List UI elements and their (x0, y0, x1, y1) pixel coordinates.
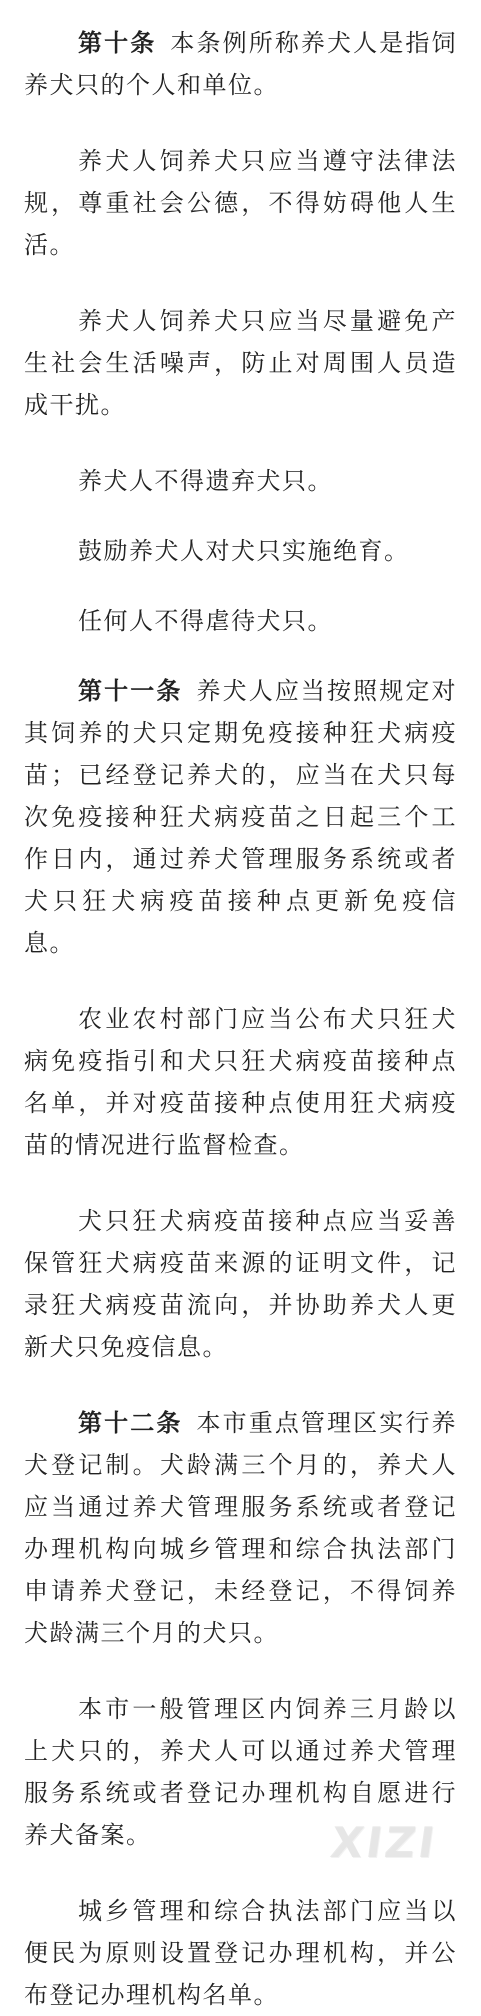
vaccine-point-paragraph (24, 1200, 457, 1368)
article-10-number: 第十条 (78, 29, 157, 57)
article-12-number: 第十二条 (78, 1409, 183, 1437)
article-11-paragraph (24, 670, 457, 964)
abuse-text: 任何人不得虐待犬只。 (78, 607, 333, 635)
article-12-paragraph (24, 1402, 457, 1654)
article-11-text: 养犬人应当按照规定对其饲养的犬只定期免疫接种狂犬病疫苗；已经登记养犬的，应当在犬只每次免疫接种狂犬病疫苗之日起三个工作日内，通过养犬管理服务系统或者犬只狂犬病疫苗接种点更新免疫信息。 (24, 677, 458, 957)
abuse-paragraph (24, 600, 457, 642)
vaccine-point-text: 犬只狂犬病疫苗接种点应当妥善保管狂犬病疫苗来源的证明文件，记录狂犬病疫苗流向，并协助养犬人更新犬只免疫信息。 (24, 1207, 457, 1361)
noise-paragraph (24, 300, 457, 426)
noise-text: 养犬人饲养犬只应当尽量避免产生社会生活噪声，防止对周围人员造成干扰。 (24, 307, 457, 419)
registration-office-paragraph (24, 1890, 457, 2016)
article-12-text: 本市重点管理区实行养犬登记制。犬龄满三个月的，养犬人应当通过养犬管理服务系统或者登记办理机构向城乡管理和综合执法部门申请养犬登记，未经登记，不得饲养犬龄满三个月的犬只。 (24, 1409, 458, 1647)
law-compliance-paragraph (24, 140, 457, 266)
sterilization-paragraph (24, 530, 457, 572)
agriculture-guidance-text: 农业农村部门应当公布犬只狂犬病免疫指引和犬只狂犬病疫苗接种点名单，并对疫苗接种点使用狂犬病疫苗的情况进行监督检查。 (24, 1005, 457, 1159)
sterilization-text: 鼓励养犬人对犬只实施绝育。 (78, 537, 410, 565)
registration-office-text: 城乡管理和综合执法部门应当以便民为原则设置登记办理机构，并公布登记办理机构名单。 (24, 1897, 457, 2009)
article-10-text: 本条例所称养犬人是指饲养犬只的个人和单位。 (24, 29, 458, 99)
article-10-paragraph (24, 22, 457, 106)
abandonment-paragraph (24, 460, 457, 502)
abandonment-text: 养犬人不得遗弃犬只。 (78, 467, 333, 495)
general-area-text: 本市一般管理区内饲养三月龄以上犬只的，养犬人可以通过养犬管理服务系统或者登记办理机构自愿进行养犬备案。 (24, 1695, 457, 1849)
agriculture-guidance-paragraph (24, 998, 457, 1166)
watermark: XIZI (327, 1818, 441, 1867)
article-11-number: 第十一条 (78, 677, 183, 705)
law-compliance-text: 养犬人饲养犬只应当遵守法律法规，尊重社会公德，不得妨碍他人生活。 (24, 147, 457, 259)
